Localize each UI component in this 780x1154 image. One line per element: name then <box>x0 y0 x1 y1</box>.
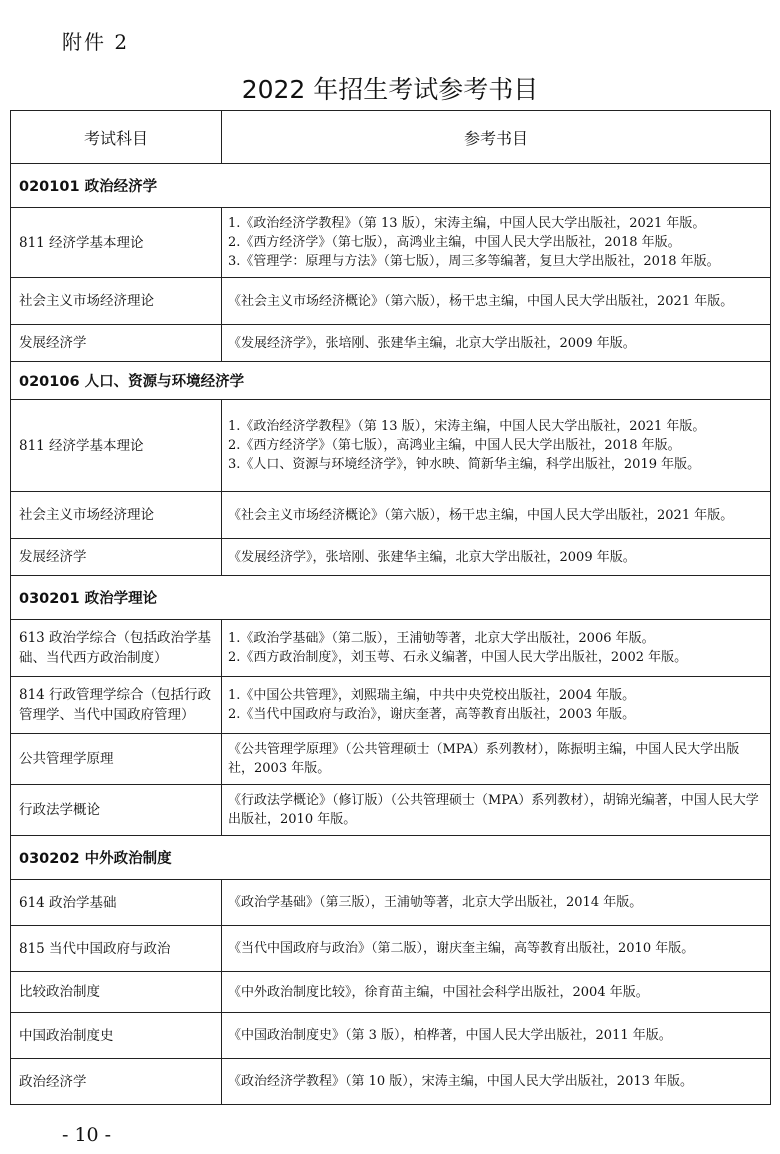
section-code: 030201 <box>19 591 80 607</box>
book-entry: 1.《中国公共管理》，刘熙瑞主编，中共中央党校出版社，2004 年版。 <box>228 688 636 703</box>
table-row <box>11 677 771 734</box>
reference-books <box>222 972 771 1013</box>
book-entry: 2.《西方经济学》（第七版），高鸿业主编，中国人民大学出版社，2018 年版。 <box>228 235 681 250</box>
section-code: 030202 <box>19 851 80 867</box>
section-name: 政治经济学 <box>84 179 158 195</box>
exam-subject: 政治经济学 <box>11 1059 222 1105</box>
reference-books <box>222 1059 771 1105</box>
section-heading <box>11 164 771 208</box>
table-header-row <box>11 111 771 164</box>
reference-books <box>222 278 771 325</box>
reference-books <box>222 400 771 492</box>
book-entry: 2.《当代中国政府与政治》，谢庆奎著，高等教育出版社，2003 年版。 <box>228 707 636 722</box>
reference-book-table <box>10 110 771 1105</box>
exam-subject: 行政法学概论 <box>11 785 222 836</box>
book-entry: 1.《政治学基础》（第二版），王浦劬等著，北京大学出版社，2006 年版。 <box>228 631 655 646</box>
book-entry: 《公共管理学原理》（公共管理硕士（MPA）系列教材），陈振明主编，中国人民大学出版社，2003 年版。 <box>228 742 740 776</box>
book-entry: 1.《政治经济学教程》（第 13 版），宋涛主编，中国人民大学出版社，2021 年版。 <box>228 419 706 434</box>
section-name: 人口、资源与环境经济学 <box>84 374 245 390</box>
table-row <box>11 1013 771 1059</box>
exam-subject: 811 经济学基本理论 <box>11 208 222 278</box>
reference-books <box>222 208 771 278</box>
book-entry: 《社会主义市场经济概论》（第六版），杨干忠主编，中国人民大学出版社，2021 年版。 <box>228 293 734 309</box>
table-row <box>11 972 771 1013</box>
exam-subject: 社会主义市场经济理论 <box>11 278 222 325</box>
section-row <box>11 836 771 880</box>
book-entry: 2.《西方政治制度》，刘玉萼、石永义编著，中国人民大学出版社，2002 年版。 <box>228 650 688 665</box>
exam-subject: 比较政治制度 <box>11 972 222 1013</box>
exam-subject: 社会主义市场经济理论 <box>11 492 222 539</box>
reference-books <box>222 325 771 362</box>
book-entry: 《政治经济学教程》（第 10 版），宋涛主编，中国人民大学出版社，2013 年版。 <box>228 1074 694 1089</box>
book-entry: 2.《西方经济学》（第七版），高鸿业主编，中国人民大学出版社，2018 年版。 <box>228 438 681 453</box>
section-row <box>11 362 771 400</box>
book-entry: 3.《人口、资源与环境经济学》，钟水映、简新华主编，科学出版社，2019 年版。 <box>228 457 701 472</box>
page-number: - 10 - <box>62 1124 112 1146</box>
book-entry: 3.《管理学：原理与方法》（第七版），周三多等编著，复旦大学出版社，2018 年版。 <box>228 254 720 269</box>
reference-books <box>222 620 771 677</box>
book-entry: 《当代中国政府与政治》（第二版），谢庆奎主编，高等教育出版社，2010 年版。 <box>228 941 695 956</box>
table-body <box>11 164 771 1105</box>
attachment-label: 附件 2 <box>62 30 130 54</box>
page-title: 2022 年招生考试参考书目 <box>241 75 539 104</box>
book-entry: 《中国政治制度史》（第 3 版），柏桦著，中国人民大学出版社，2011 年版。 <box>228 1028 672 1043</box>
book-entry: 《行政法学概论》（修订版）（公共管理硕士（MPA）系列教材），胡锦光编著，中国人民大学出版社，2010 年版。 <box>228 793 759 827</box>
section-code: 020101 <box>19 179 80 195</box>
table-row <box>11 1059 771 1105</box>
book-entry: 1.《政治经济学教程》（第 13 版），宋涛主编，中国人民大学出版社，2021 年版。 <box>228 216 706 231</box>
exam-subject: 814 行政管理学综合（包括行政管理学、当代中国政府管理） <box>11 677 222 734</box>
book-entry: 《社会主义市场经济概论》（第六版），杨干忠主编，中国人民大学出版社，2021 年版。 <box>228 507 734 523</box>
reference-books <box>222 539 771 576</box>
table-row <box>11 734 771 785</box>
exam-subject: 815 当代中国政府与政治 <box>11 926 222 972</box>
section-heading <box>11 836 771 880</box>
section-name: 中外政治制度 <box>84 851 172 867</box>
table-row <box>11 278 771 325</box>
table-row <box>11 400 771 492</box>
section-code: 020106 <box>19 374 80 390</box>
book-entry: 《发展经济学》，张培刚、张建华主编，北京大学出版社，2009 年版。 <box>228 549 636 565</box>
exam-subject: 614 政治学基础 <box>11 880 222 926</box>
table-row <box>11 926 771 972</box>
section-name: 政治学理论 <box>84 591 158 607</box>
exam-subject: 发展经济学 <box>11 325 222 362</box>
reference-books <box>222 785 771 836</box>
book-entry: 《发展经济学》，张培刚、张建华主编，北京大学出版社，2009 年版。 <box>228 335 636 351</box>
reference-books <box>222 677 771 734</box>
reference-books <box>222 880 771 926</box>
table-row <box>11 785 771 836</box>
reference-books <box>222 1013 771 1059</box>
section-heading <box>11 362 771 400</box>
book-entry: 《中外政治制度比较》，徐育苗主编，中国社会科学出版社，2004 年版。 <box>228 984 649 1000</box>
table-row <box>11 620 771 677</box>
section-row <box>11 164 771 208</box>
reference-books <box>222 492 771 539</box>
reference-books <box>222 734 771 785</box>
table-row <box>11 325 771 362</box>
table-row <box>11 208 771 278</box>
table-row <box>11 492 771 539</box>
exam-subject: 613 政治学综合（包括政治学基础、当代西方政治制度） <box>11 620 222 677</box>
exam-subject: 811 经济学基本理论 <box>11 400 222 492</box>
exam-subject: 中国政治制度史 <box>11 1013 222 1059</box>
section-row <box>11 576 771 620</box>
exam-subject: 公共管理学原理 <box>11 734 222 785</box>
section-heading <box>11 576 771 620</box>
table-row <box>11 880 771 926</box>
header-subject: 考试科目 <box>11 111 222 164</box>
table-row <box>11 539 771 576</box>
book-entry: 《政治学基础》（第三版），王浦劬等著，北京大学出版社，2014 年版。 <box>228 895 643 910</box>
exam-subject: 发展经济学 <box>11 539 222 576</box>
reference-books <box>222 926 771 972</box>
header-books: 参考书目 <box>222 111 771 164</box>
